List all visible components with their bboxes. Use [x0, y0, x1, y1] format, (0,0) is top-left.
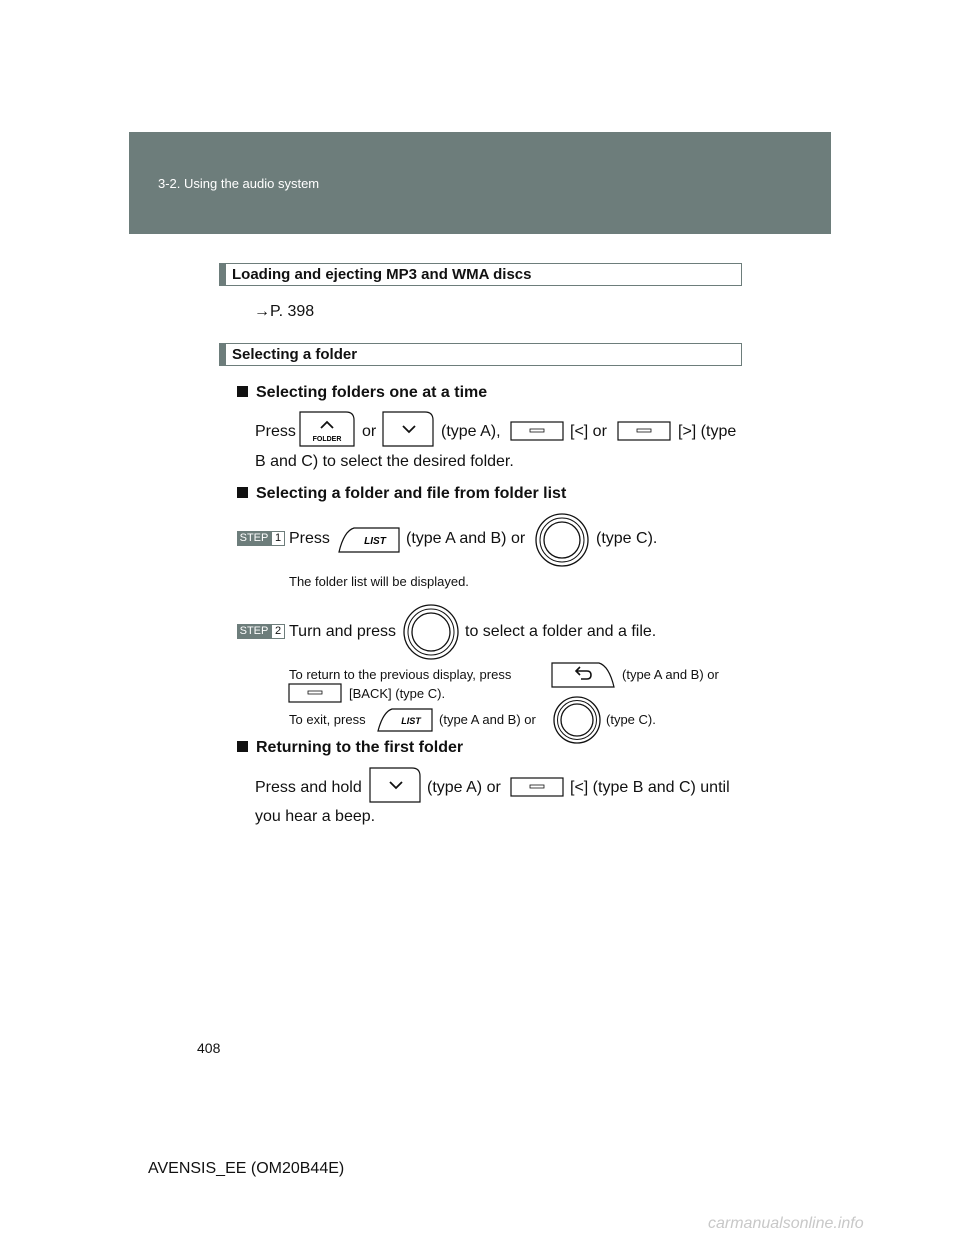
sub3-line2: you hear a beep. [255, 808, 376, 825]
step-1-badge: STEP 1 [237, 531, 285, 546]
step2-note3-mid: (type A and B) or [439, 712, 536, 727]
back-button-icon [551, 662, 615, 688]
seek-left-button-icon [510, 777, 564, 797]
seek-left-button-icon [510, 421, 564, 441]
sub1-press: Press [255, 423, 296, 440]
tune-knob-icon [403, 604, 459, 660]
step2-note3-post: (type C). [606, 712, 656, 727]
subheading-folder-list: Selecting a folder and file from folder list [237, 484, 566, 504]
sub1-line2: B and C) to select the desired folder. [255, 453, 514, 470]
folder-up-button-icon [299, 411, 355, 447]
sub1-or: or [362, 423, 377, 440]
model-code: AVENSIS_EE (OM20B44E) [148, 1160, 345, 1177]
bullet-icon [237, 487, 248, 498]
list-label: LIST [401, 716, 421, 726]
watermark: carmanualsonline.info [708, 1215, 864, 1232]
step2-pre: Turn and press [289, 623, 397, 640]
step1-end: (type C). [596, 530, 658, 547]
sub1-typeA: (type A), [441, 423, 501, 440]
sub1-lt-or: [<] or [570, 423, 607, 440]
folder-down-button-icon [382, 411, 434, 447]
seek-right-button-icon [617, 421, 671, 441]
step2-note3-pre: To exit, press [289, 712, 366, 727]
step-2-badge: STEP 2 [237, 624, 285, 639]
breadcrumb: 3-2. Using the audio system [158, 176, 320, 191]
folder-label: FOLDER [312, 436, 342, 443]
list-button-icon [338, 527, 400, 553]
subheading-first-folder: Returning to the first folder [237, 738, 463, 758]
section-heading-loading [219, 263, 742, 286]
step1-note: The folder list will be displayed. [289, 574, 469, 589]
step2-post: to select a folder and a file. [465, 623, 657, 640]
step2-note1-pre: To return to the previous display, press [289, 667, 512, 682]
list-button-icon [377, 708, 433, 732]
sub3-mid: (type A) or [427, 779, 501, 796]
section-title: Loading and ejecting MP3 and WMA discs [232, 266, 532, 283]
tune-knob-icon [535, 513, 589, 567]
header-band [129, 132, 831, 234]
page-number: 408 [197, 1040, 221, 1056]
section-title: Selecting a folder [232, 346, 358, 363]
step1-mid: (type A and B) or [406, 530, 526, 547]
subheading-one-at-a-time: Selecting folders one at a time [237, 383, 487, 403]
sub1-gt-type: [>] (type [678, 423, 737, 440]
tune-knob-icon [553, 696, 601, 744]
sub3-pre: Press and hold [255, 779, 362, 796]
sub3-post: [<] (type B and C) until [570, 779, 730, 796]
list-label: LIST [364, 536, 386, 547]
step2-note1-post: (type A and B) or [622, 667, 719, 682]
step2-note2: [BACK] (type C). [349, 686, 446, 701]
section-heading-selecting-folder [219, 343, 742, 366]
folder-down-button-icon [369, 767, 421, 803]
step1-press: Press [289, 530, 330, 547]
back-softkey-icon [288, 683, 342, 703]
page-reference: →P. 398 [254, 303, 315, 320]
bullet-icon [237, 741, 248, 752]
bullet-icon [237, 386, 248, 397]
